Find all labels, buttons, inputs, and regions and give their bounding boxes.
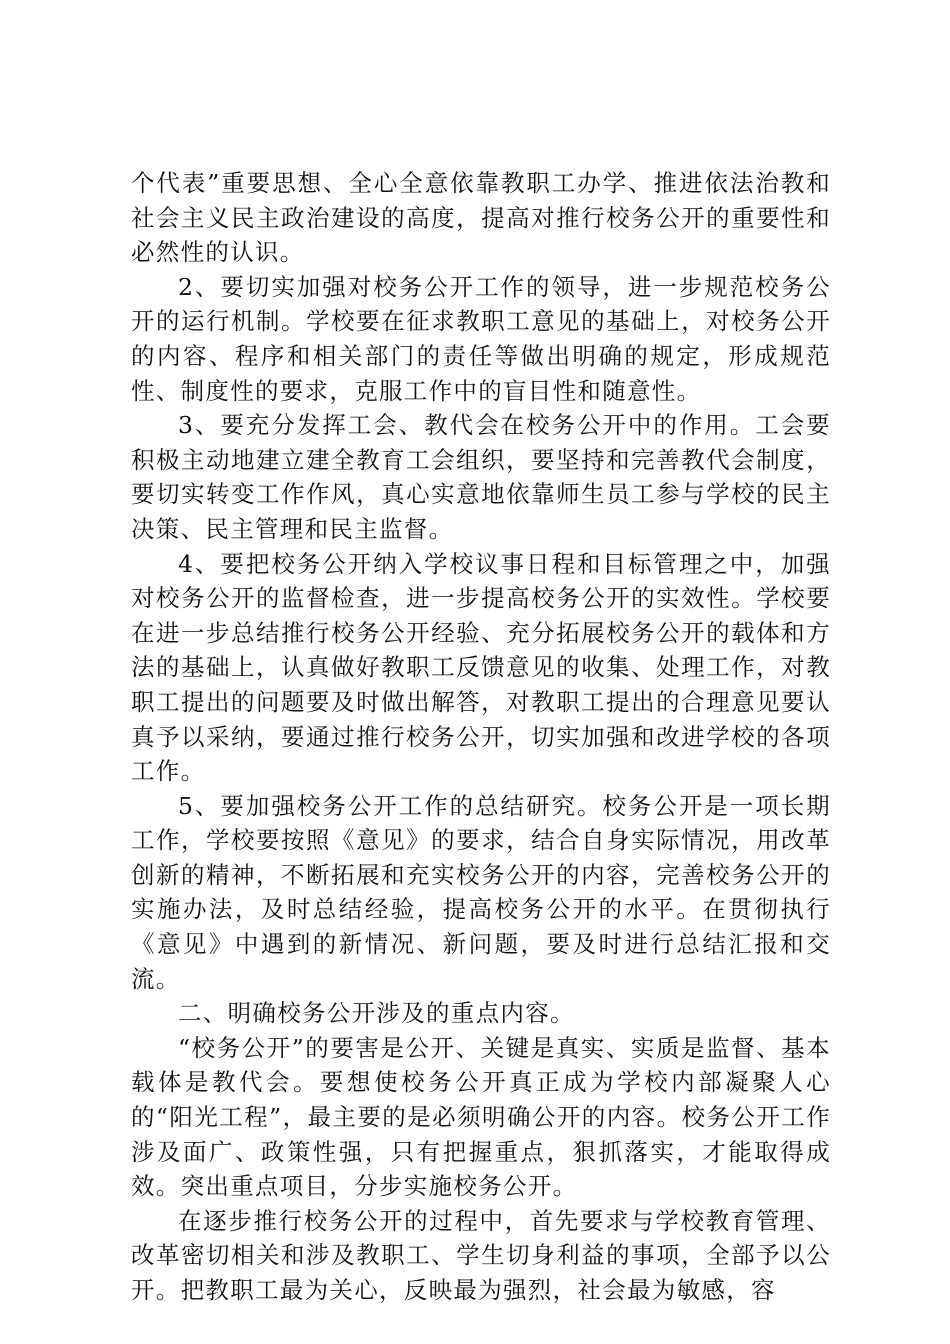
paragraph-item-3: 3、要充分发挥工会、教代会在校务公开中的作用。工会要积极主动地建立建全教育工会组织，要坚持和完善教代会制度，要切实转变工作作风，真心实意地依靠师生员工参与学校的民主决策、民主管理和民主监督。: [131, 411, 831, 543]
paragraph-item-4: 4、要把校务公开纳入学校议事日程和目标管理之中，加强对校务公开的监督检查，进一步提高校务公开的实效性。学校要在进一步总结推行校务公开经验、充分拓展校务公开的载体和方法的基础上，认真做好教职工反馈意见的收集、处理工作，对教职工提出的问题要及时做出解答，对教职工提出的合理意见要认真予以采纳，要通过推行校务公开，切实加强和改进学校的各项工作。: [131, 549, 831, 786]
paragraph-continuation: 个代表”重要思想、全心全意依靠教职工办学、推进依法治教和社会主义民主政治建设的高度，提高对推行校务公开的重要性和必然性的认识。: [131, 169, 831, 267]
body-text: [131, 166, 831, 1308]
paragraph-item-5: 5、要加强校务公开工作的总结研究。校务公开是一项长期工作，学校要按照《意见》的要求，结合自身实际情况，用改革创新的精神，不断拓展和充实校务公开的内容，完善校务公开的实施办法，及时总结经验，提高校务公开的水平。在贯彻执行《意见》中遇到的新情况、新问题，要及时进行总结汇报和交流。: [131, 791, 831, 993]
paragraph-gradual-implementation: 在逐步推行校务公开的过程中，首先要求与学校教育管理、改革密切相关和涉及教职工、学生切身利益的事项，全部予以公开。把教职工最为关心，反映最为强烈，社会最为敏感，容: [131, 1206, 831, 1304]
section-heading-2: 二、明确校务公开涉及的重点内容。: [178, 999, 575, 1028]
paragraph-item-2: 2、要切实加强对校务公开工作的领导，进一步规范校务公开的运行机制。学校要在征求教职工意见的基础上，对校务公开的内容、程序和相关部门的责任等做出明确的规定，形成规范性、制度性的要求，克服工作中的盲目性和随意性。: [131, 272, 831, 405]
paragraph-key-content: “校务公开”的要害是公开、关键是真实、实质是监督、基本载体是教代会。要想使校务公开真正成为学校内部凝聚人心的“阳光工程”，最主要的是必须明确公开的内容。校务公开工作涉及面广、政策性强，只有把握重点，狠抓落实，才能取得成效。突出重点项目，分步实施校务公开。: [131, 1033, 831, 1201]
